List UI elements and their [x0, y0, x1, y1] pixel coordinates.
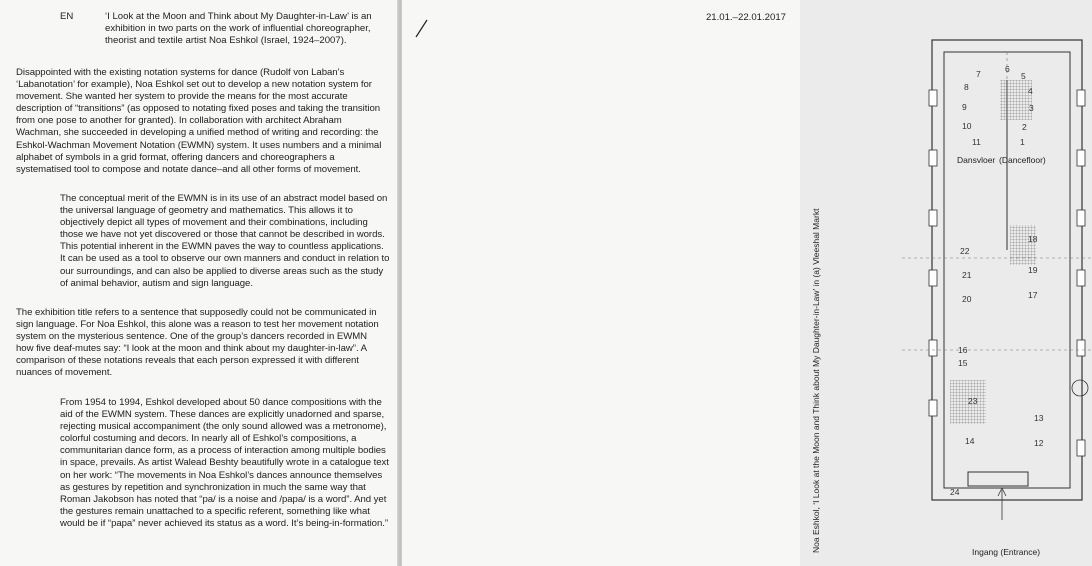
floor-plan [902, 20, 1092, 560]
exhibition-date: 21.01.–22.01.2017 [705, 12, 786, 23]
paragraph-intro: Disappointed with the existing notation systems for dance (Rudolf von Laban’s ‘Labanotation’ for example), Noa Eshkol set out to develop a new notation system for movement. She wanted her system to provide the means for the most accurate description of “transitions” (as opposed to notating fixed poses and taking the transition from one pose to another for granted). In collaboration with architect Abraham Wachman, she succeeded in developing a unified method of writing and recording: the Eshkol-Wachman Movement Notation (EWMN) system. It uses numbers and a minimal alphabet of symbols in a grid format, offering dancers and choreographers a systematised tool to compose and notate dance–and all other forms of movement. [16, 67, 382, 175]
artwork-number: 3 [1029, 103, 1034, 113]
artwork-number: 14 [965, 436, 975, 446]
vertical-caption: Noa Eshkol, ‘I Look at the Moon and Think about My Daughter-in-Law’ in (a) Vleeshal Markt [811, 208, 821, 553]
artwork-number: 23 [968, 396, 978, 406]
artwork-number: 11 [972, 137, 981, 147]
paragraph-concept: The conceptual merit of the EWMN is in its use of an abstract model based on the universal language of geometry and mathematics. This allows it to objectively depict all types of movement and their combinations, including those we have not yet discovered or those that cannot be described in words. This potential inherent in the EWMN paves the way to countless applications. It can be used as a tool to observe our own manners and conduct in relation to our surroundings, and can also be applied to diverse areas such as the study of animal behavior, autism and sign language. [60, 193, 390, 289]
plan-staircase [1072, 380, 1088, 396]
artwork-number: 8 [964, 82, 969, 92]
artwork-number: 1 [1020, 137, 1025, 147]
artwork-number: 5 [1021, 71, 1026, 81]
artwork-number: 20 [962, 294, 972, 304]
artwork-number: 24 [950, 487, 960, 497]
right-page [402, 0, 1046, 566]
paragraph-title-origin: The exhibition title refers to a sentence that supposedly could not be communicated in sign language. For Noa Eshkol, this alone was a reason to test her movement notation system on the mysterious sentence. One of the group’s dancers recorded in EWMN how five deaf-mutes say: “I look at the moon and think about my daughter-in-law”. A comparison of these notations reveals that each person expressed it with different nuances of movement. [16, 307, 379, 379]
language-label: EN [60, 11, 74, 22]
artwork-number: 12 [1034, 438, 1044, 448]
artwork-number: 2 [1022, 122, 1027, 132]
artwork-number: 9 [962, 102, 967, 112]
hatched-area-mid [1010, 225, 1036, 265]
slash-mark [415, 18, 429, 38]
artwork-number: 15 [958, 358, 968, 368]
artwork-number: 21 [962, 270, 972, 280]
dancefloor-label-en: (Dancefloor) [999, 155, 1046, 165]
artwork-number: 10 [962, 121, 972, 131]
artwork-number: 13 [1034, 413, 1044, 423]
artwork-number: 6 [1005, 64, 1010, 74]
artwork-number: 17 [1028, 290, 1038, 300]
plan-stage [968, 472, 1028, 486]
artwork-numbers [950, 64, 1044, 497]
exhibition-title: ‘I Look at the Moon and Think about My Daughter-in-Law’ is an exhibition in two parts on the work of influential choreographer, theorist and textile artist Noa Eshkol (Israel, 1924–2007). [105, 11, 372, 47]
artwork-number: 16 [958, 345, 968, 355]
artwork-number: 7 [976, 69, 981, 79]
artwork-number: 22 [960, 246, 970, 256]
entrance-label: Ingang (Entrance) [972, 547, 1041, 557]
artwork-number: 19 [1028, 265, 1038, 275]
artwork-number: 4 [1028, 86, 1033, 96]
paragraph-compositions: From 1954 to 1994, Eshkol developed about 50 dance compositions with the aid of the EWMN system. These dances are explicitly unadorned and sparse, rejecting musical accompaniment (the only sound allowed was a metronome), colorful costuming and decors. In nearly all of Eshkol’s compositions, a communitarian dance form, as a process of interaction among multiple bodies in space, prevails. As artist Walead Beshty beautifully wrote in a catalogue text on her work: “The movements in Noa Eshkol’s dances announce themselves as gestures by repetition and synchronization in much the same way that Roman Jakobson has noted that “pa/ is a noise and /papa/ is a word”. And yet the gestures remain unattached to a specific referent, something like what would be if “papa” never achieved its status as a word. It’s being-in-formation.” [60, 397, 389, 529]
left-page [0, 0, 398, 566]
artwork-number: 18 [1028, 234, 1038, 244]
dancefloor-label-nl: Dansvloer [957, 155, 996, 165]
